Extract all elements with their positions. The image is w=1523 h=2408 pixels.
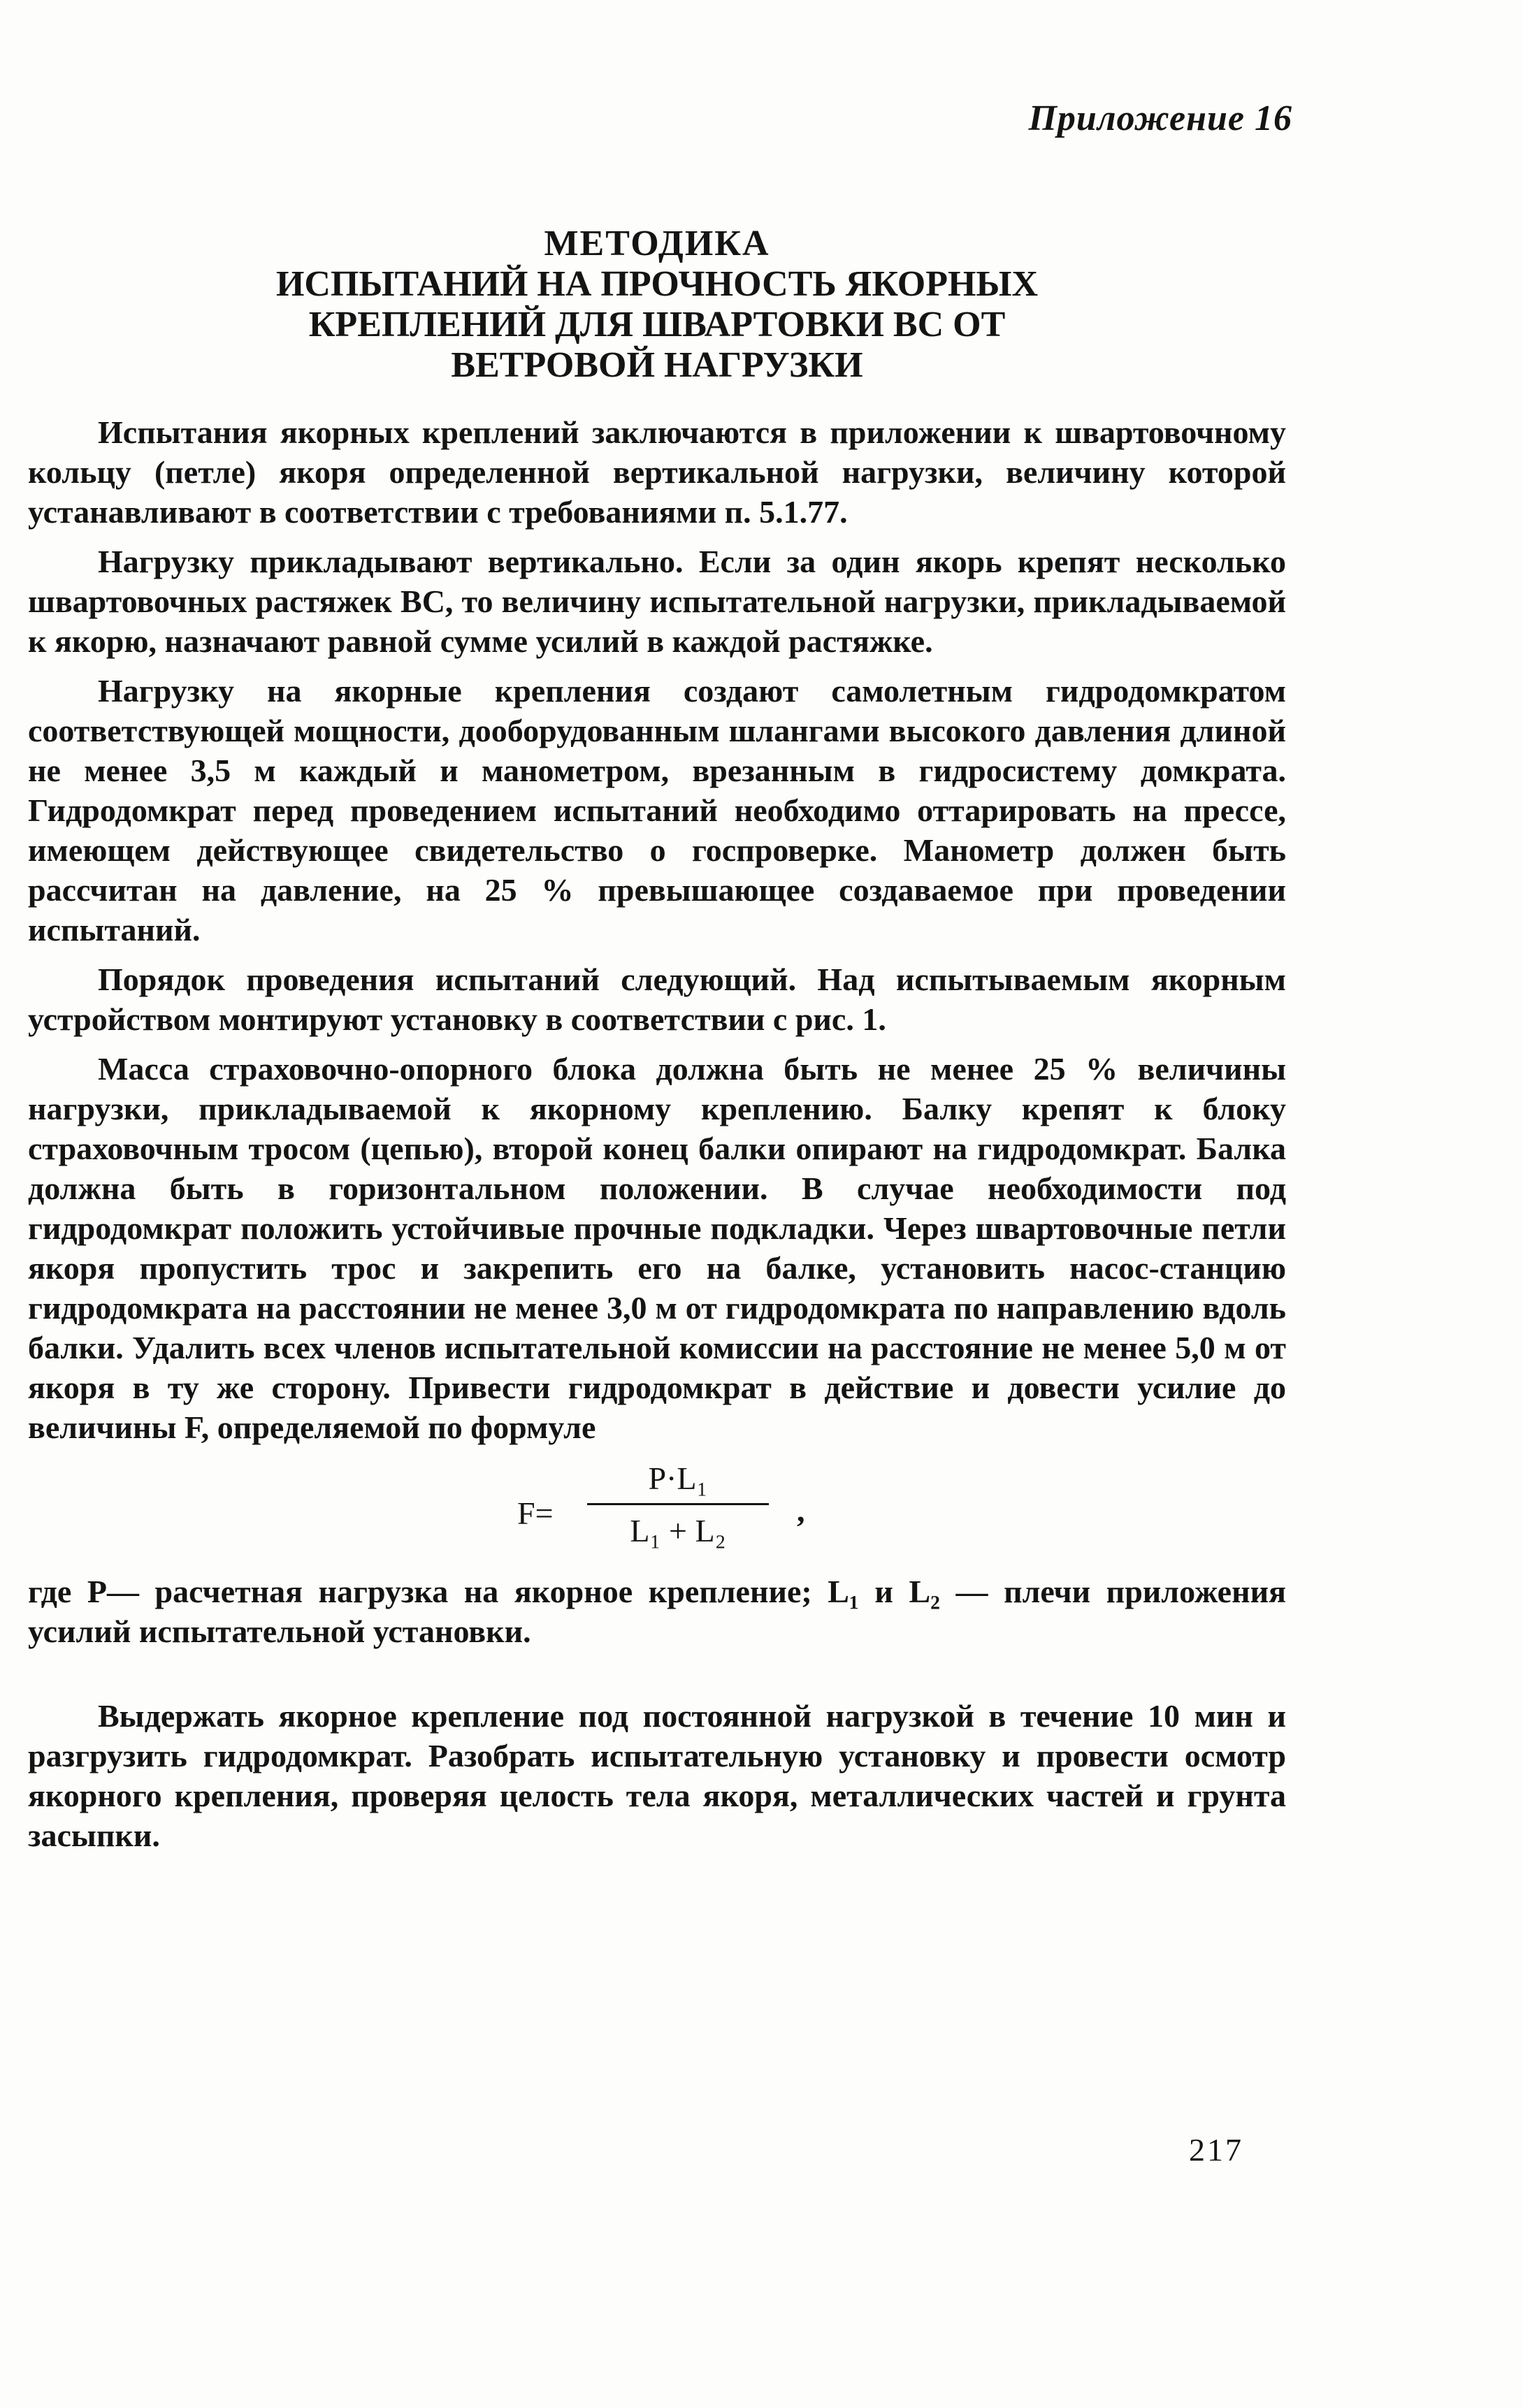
paragraph: Испытания якорных креплений заключаются в приложении к швартовочному кольцу (петле) якоря определенной вертикальной нагрузки, величину которой устанавливают в соответствии с требованиями п. 5.1.77.: [28, 414, 1286, 530]
paragraph: Нагрузку на якорные крепления создают самолетным гидродомкратом соответствующей мощности, дооборудованным шлангами высокого давления длиной не менее 3,5 м каждый и манометром, врезанным в гидросистему домкрата. Гидродомкрат перед проведением испытаний необходимо оттарировать на прессе, имеющем действующее свидетельство о госпроверке. Манометр должен быть рассчитан на давление, на 25 % превышающее создаваемое при проведении испытаний.: [28, 673, 1286, 948]
formula-numerator: P·L₁: [648, 1460, 708, 1496]
formula-fraction: [587, 1457, 769, 1553]
title-line: МЕТОДИКА: [544, 224, 770, 263]
title-line: КРЕПЛЕНИЙ ДЛЯ ШВАРТОВКИ ВС ОТ: [308, 305, 1006, 344]
formula-lhs: F=: [517, 1495, 554, 1531]
paragraph: Нагрузку прикладывают вертикально. Если за один якорь крепят несколько швартовочных растяжек ВС, то величину испытательной нагрузки, прикладываемой к якорю, назначают равной сумме усилий в каждой растяжке.: [28, 544, 1286, 659]
spacer: [28, 1661, 1286, 1696]
appendix-label: Приложение 16: [1028, 99, 1292, 138]
page-number: 217: [1189, 2132, 1243, 2168]
formula-explanation: где P— расчетная нагрузка на якорное крепление; L₁ и L₂ — плечи приложения усилий испытательной установки.: [28, 1574, 1286, 1649]
document-title: [98, 224, 1216, 386]
formula-comma: ,: [797, 1493, 805, 1528]
title-line: ИСПЫТАНИЙ НА ПРОЧНОСТЬ ЯКОРНЫХ: [275, 264, 1039, 304]
paragraph: Масса страховочно-опорного блока должна быть не менее 25 % величины нагрузки, прикладываемой к якорному креплению. Балку крепят к блоку страховочным тросом (цепью), второй конец балки опирают на гидродомкрат. Балка должна быть в горизонтальном положении. В случае необходимости под гидродомкрат положить устойчивые прочные подкладки. Через швартовочные петли якоря пропустить трос и закрепить его на балке, установить насос-станцию гидродомкрата на расстоянии не менее 3,0 м от гидродомкрата по направлению вдоль балки. Удалить всех членов испытательной комиссии на расстояние не менее 5,0 м от якоря в ту же сторону. Привести гидродомкрат в действие и довести усилие до величины F, определяемой по формуле: [28, 1051, 1286, 1445]
document-body: [28, 412, 1286, 1865]
formula: [28, 1457, 1286, 1569]
fraction-bar: [587, 1503, 769, 1505]
formula-denominator: L₁ + L₂: [630, 1513, 726, 1548]
paragraph: Выдержать якорное крепление под постоянной нагрузкой в течение 10 мин и разгрузить гидродомкрат. Разобрать испытательную установку и провести осмотр якорного крепления, проверяя целость тела якоря, металлических частей и грунта засыпки.: [28, 1698, 1286, 1853]
title-line: ВЕТРОВОЙ НАГРУЗКИ: [451, 345, 863, 385]
paragraph: Порядок проведения испытаний следующий. Над испытываемым якорным устройством монтируют установку в соответствии с рис. 1.: [28, 962, 1286, 1037]
